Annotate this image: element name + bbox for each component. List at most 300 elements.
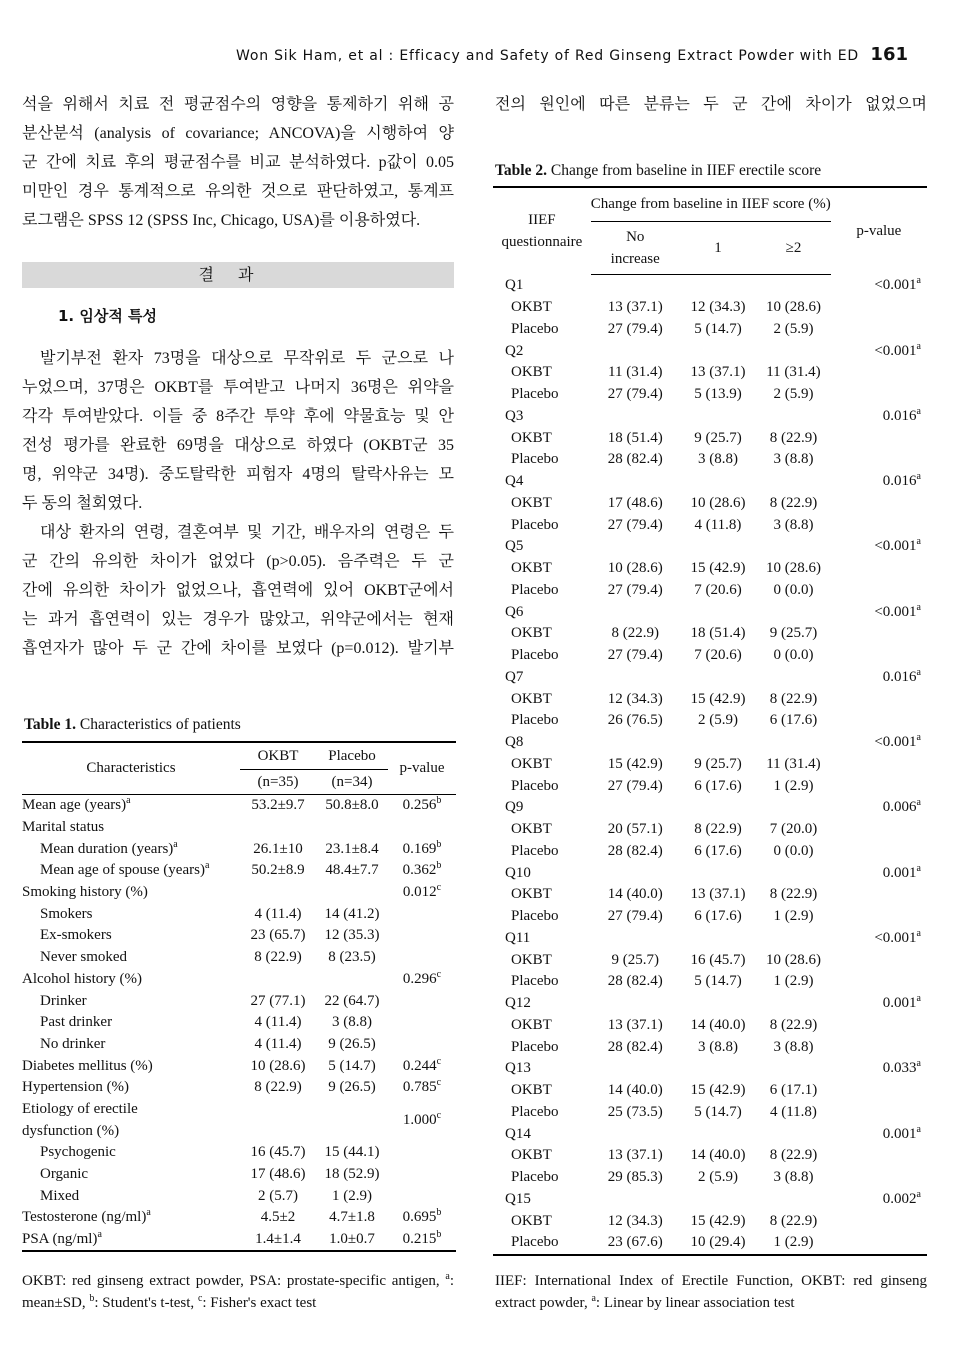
placebo-value: 9 (26.5) (328, 1035, 376, 1052)
cell-value: 13 (37.1) (690, 886, 746, 903)
text-line: 간에 유의한 차이가 없었으나, 흡연력에 있어 OKBT군에서 (22, 582, 454, 599)
table-row (22, 795, 456, 817)
p-value-sup: b (436, 1207, 442, 1219)
cell-value: 12 (34.3) (607, 690, 663, 707)
p-value (388, 817, 456, 839)
okbt-value: 4.5±2 (260, 1209, 296, 1226)
empty-cell (831, 623, 927, 645)
row-label-text: Mean age of spouse (years) (40, 862, 205, 879)
text-line: 명, 위약군 34명). 중도탈락한 피험자 4명의 탈락사유는 모 (22, 466, 454, 483)
p-value (831, 601, 927, 623)
empty-cell (831, 710, 927, 732)
p-value-text: 0.016 (882, 668, 917, 685)
text-line: 전성 평가를 완료한 69명을 대상으로 하였다 (OKBT군 35 (22, 437, 454, 454)
group-label: Placebo (511, 908, 559, 925)
cell-value: 1 (2.9) (756, 1232, 830, 1255)
group-label: Placebo (511, 777, 559, 794)
question-row (493, 862, 927, 884)
question-row (493, 797, 927, 819)
question-label: Q7 (505, 668, 524, 685)
cell-value: 27 (79.4) (607, 516, 663, 533)
cell-value: 10 (28.6) (690, 494, 746, 511)
table1-caption-text: Characteristics of patients (79, 716, 241, 733)
group-label: Placebo (511, 451, 559, 468)
group-label: OKBT (511, 1082, 552, 1099)
cell-value: 27 (79.4) (607, 647, 663, 664)
table-row (22, 838, 456, 860)
table1-body (22, 795, 456, 1252)
cell-value: 27 (79.4) (607, 908, 663, 925)
placebo-value (316, 817, 388, 839)
cell-value: 12 (34.3) (690, 299, 746, 316)
cell-value: 27 (79.4) (607, 777, 663, 794)
p-value (831, 862, 927, 884)
cell-value: 10 (28.6) (607, 560, 663, 577)
okbt-value: 2 (5.7) (258, 1187, 298, 1204)
cell-value: 2 (5.9) (697, 1169, 738, 1186)
cell-value: 28 (82.4) (607, 973, 663, 990)
okbt-value (240, 1120, 316, 1142)
p-value-text: 0.296 (402, 970, 437, 987)
col-header-pvalue: p-value (388, 742, 456, 795)
p-value-text: <0.001 (874, 929, 917, 946)
cell-value: 6 (17.6) (694, 908, 742, 925)
p-value (831, 471, 927, 493)
p-value (388, 925, 456, 947)
table-row (22, 969, 456, 991)
row-label-text: Mean duration (years) (40, 840, 174, 857)
row-label (22, 1099, 240, 1121)
row-label (22, 947, 240, 969)
cell-value: 10 (28.6) (765, 951, 821, 968)
p-value (388, 882, 456, 904)
question-row (493, 993, 927, 1015)
cell-value: 11 (31.4) (608, 364, 663, 381)
group-label: OKBT (511, 886, 552, 903)
group-label: OKBT (511, 429, 552, 446)
p-value (831, 667, 927, 689)
table-row (22, 1055, 456, 1077)
cell-value: 8 (22.9) (611, 625, 659, 642)
row-label-text: Diabetes mellitus (%) (22, 1057, 153, 1074)
clinical-characteristics-text (22, 344, 454, 663)
group-row-okbt (493, 493, 927, 515)
row-label-text: No drinker (40, 1035, 106, 1052)
table-row (22, 882, 456, 904)
question-label: Q2 (505, 342, 524, 359)
row-label (22, 838, 240, 860)
question-row (493, 536, 927, 558)
cell-value: 11 (31.4) (766, 755, 821, 772)
p-value-sup: a (916, 1188, 921, 1200)
row-label-text: Testosterone (ng/ml) (22, 1209, 147, 1226)
footnote-text: : Fisher's exact test (202, 1295, 317, 1311)
group-label: Placebo (511, 1169, 559, 1186)
table-row (22, 1207, 456, 1229)
group-label: OKBT (511, 560, 552, 577)
p-value-text: 0.695 (402, 1209, 437, 1226)
p-value-text: 0.033 (882, 1060, 917, 1077)
row-label (22, 903, 240, 925)
group-label: Placebo (511, 320, 559, 337)
cell-value: 1 (2.9) (773, 973, 814, 990)
question-row (493, 1123, 927, 1145)
cell-value: 1 (2.9) (773, 908, 814, 925)
text-line: 발기부전 환자 73명을 대상으로 무작위로 두 군으로 나 (40, 350, 454, 367)
footnote-text: : Linear by linear association test (595, 1295, 795, 1311)
empty-cell (831, 971, 927, 993)
empty-cell (831, 645, 927, 667)
p-value (388, 1185, 456, 1207)
p-value-sup: c (436, 882, 442, 894)
p-value-text: 0.016 (882, 407, 917, 424)
question-label: Q10 (505, 864, 531, 881)
group-label: OKBT (511, 494, 552, 511)
table-row (22, 925, 456, 947)
text-line: 석을 위해서 치료 전 평균점수의 영향을 통제하기 위해 공 (22, 96, 454, 113)
empty-cell (831, 384, 927, 406)
table-row (22, 1012, 456, 1034)
p-value-text: 1.000 (402, 1111, 437, 1128)
table-row (22, 1099, 456, 1121)
group-row-okbt (493, 558, 927, 580)
p-value-text: 0.362 (402, 862, 437, 879)
group-row-placebo (493, 841, 927, 863)
row-label-sup: a (97, 1229, 102, 1241)
row-label-text: Never smoked (40, 949, 128, 966)
cell-value: 0 (0.0) (773, 581, 814, 598)
cell-value: 28 (82.4) (607, 1038, 663, 1055)
okbt-value: 26.1±10 (253, 840, 303, 857)
question-row (493, 340, 927, 362)
row-label (22, 817, 240, 839)
cell-value: 6 (17.1) (769, 1082, 818, 1099)
p-value (831, 1058, 927, 1080)
row-label-text: Hypertension (%) (22, 1079, 130, 1096)
table-row (22, 1164, 456, 1186)
cell-value: 5 (14.7) (694, 973, 742, 990)
cell-value: 4 (11.8) (694, 516, 742, 533)
row-label (22, 1185, 240, 1207)
table-row (22, 860, 456, 882)
p-value (831, 797, 927, 819)
cell-value: 6 (17.6) (694, 842, 742, 859)
cell-value: 18 (51.4) (690, 625, 746, 642)
table2 (493, 186, 927, 1256)
cell-value: 6 (17.6) (694, 777, 742, 794)
text-line: 흡연자가 많아 두 군 간에 차이를 보였다 (p=0.012). 발기부 (22, 640, 454, 657)
group-row-placebo (493, 775, 927, 797)
cell-value: 2 (5.9) (773, 386, 814, 403)
col-header-okbt-n: (n=35) (240, 770, 316, 795)
group-row-placebo (493, 710, 927, 732)
okbt-value (240, 817, 316, 839)
placebo-value: 4.7±1.8 (329, 1209, 375, 1226)
cell-value: 3 (8.8) (697, 451, 738, 468)
group-label: Placebo (511, 386, 559, 403)
group-row-placebo (493, 906, 927, 928)
cell-value: 13 (37.1) (607, 1016, 663, 1033)
p-value-sup: c (436, 1055, 442, 1067)
empty-cell (831, 1036, 927, 1058)
p-value-sup: b (436, 838, 442, 850)
okbt-value: 4 (11.4) (254, 1014, 302, 1031)
page-number: 161 (870, 44, 908, 65)
p-value (388, 1077, 456, 1099)
row-label-sup: a (146, 1207, 151, 1219)
placebo-value: 23.1±8.4 (325, 840, 379, 857)
cell-value: 14 (40.0) (607, 1082, 663, 1099)
p-value-sup: b (436, 795, 442, 807)
p-value (388, 1099, 456, 1142)
cell-value: 5 (14.7) (694, 320, 742, 337)
group-row-okbt (493, 1080, 927, 1102)
cell-value: 8 (22.9) (769, 429, 818, 446)
cell-value: 28 (82.4) (607, 842, 663, 859)
row-label-text: Smokers (40, 905, 93, 922)
group-label: Placebo (511, 973, 559, 990)
cell-value: 13 (37.1) (607, 299, 663, 316)
question-row (493, 406, 927, 428)
question-row (493, 1058, 927, 1080)
row-label-text: Ex-smokers (40, 927, 112, 944)
text-line: 두 동의 철회였다. (22, 495, 143, 512)
p-value-text: <0.001 (874, 603, 917, 620)
p-value (831, 993, 927, 1015)
table-row (22, 1185, 456, 1207)
table2-caption-text: Change from baseline in IIEF erectile score (550, 162, 822, 179)
placebo-value: 15 (44.1) (324, 1144, 380, 1161)
okbt-value: 53.2±9.7 (251, 797, 305, 814)
p-value (831, 732, 927, 754)
cell-value: 9 (25.7) (694, 755, 742, 772)
cell-value: 2 (5.9) (697, 712, 738, 729)
cell-value: 3 (8.8) (773, 1169, 814, 1186)
empty-cell (831, 362, 927, 384)
text-line: 대상 환자의 연령, 결혼여부 및 기간, 배우자의 연령은 두 (40, 524, 454, 541)
group-row-okbt (493, 688, 927, 710)
row-label-text: Psychogenic (40, 1144, 116, 1161)
p-value (831, 340, 927, 362)
empty-cell (831, 1167, 927, 1189)
table1 (22, 741, 456, 1252)
table-row (22, 817, 456, 839)
empty-cell (831, 1145, 927, 1167)
cell-value: 15 (42.9) (690, 1212, 746, 1229)
question-row (493, 928, 927, 950)
okbt-value (240, 969, 316, 991)
cell-value: 8 (22.9) (769, 690, 818, 707)
p-value-text: 0.169 (402, 840, 437, 857)
p-value (831, 406, 927, 428)
placebo-value: 18 (52.9) (324, 1166, 380, 1183)
cell-value: 17 (48.6) (607, 494, 663, 511)
question-row (493, 1189, 927, 1211)
cell-value: 10 (29.4) (680, 1232, 757, 1255)
table-row (22, 1142, 456, 1164)
p-value-sup: a (916, 797, 921, 809)
row-label-continuation: dysfunction (%) (22, 1122, 120, 1139)
question-label: Q5 (505, 538, 524, 555)
cell-value: 13 (37.1) (690, 364, 746, 381)
okbt-value: 17 (48.6) (250, 1166, 306, 1183)
p-value-text: 0.001 (882, 1125, 917, 1142)
running-title: Won Sik Ham, et al : Efficacy and Safety of Red Ginseng Extract Powder with ED (236, 48, 860, 64)
placebo-value: 50.8±8.0 (325, 797, 379, 814)
group-label: Placebo (511, 581, 559, 598)
table-row (22, 990, 456, 1012)
text-line: 군 간에 치료 후의 평균점수를 비교 분석하였다. p값이 0.05 (22, 154, 454, 171)
cell-value: 13 (37.1) (607, 1147, 663, 1164)
group-row-placebo (493, 514, 927, 536)
cell-value: 7 (20.0) (769, 821, 818, 838)
cell-value: 3 (8.8) (773, 516, 814, 533)
okbt-value: 8 (22.9) (254, 949, 302, 966)
placebo-value: 1.0±0.7 (316, 1229, 388, 1252)
p-value-text: 0.001 (882, 864, 917, 881)
p-value (831, 1123, 927, 1145)
empty-cell (831, 580, 927, 602)
row-label (22, 1142, 240, 1164)
cell-value: 3 (8.8) (773, 451, 814, 468)
group-row-okbt (493, 623, 927, 645)
row-label-text: Drinker (40, 992, 87, 1009)
group-row-placebo (493, 1036, 927, 1058)
cell-value: 14 (40.0) (690, 1147, 746, 1164)
group-row-okbt (493, 362, 927, 384)
cell-value: 25 (73.5) (607, 1103, 663, 1120)
row-label (22, 990, 240, 1012)
col-header-increase: increase (610, 251, 660, 267)
okbt-value (240, 882, 316, 904)
table2-label: Table 2. (495, 162, 547, 179)
row-label (22, 882, 240, 904)
cell-value: 15 (42.9) (690, 690, 746, 707)
col-header-two-plus: ≥2 (756, 222, 830, 275)
empty-cell (831, 449, 927, 471)
okbt-value: 1.4±1.4 (240, 1229, 316, 1252)
empty-cell (831, 1015, 927, 1037)
group-label: OKBT (511, 821, 552, 838)
okbt-value: 27 (77.1) (250, 992, 306, 1009)
placebo-value (316, 882, 388, 904)
cell-value: 28 (82.4) (607, 451, 663, 468)
placebo-value: 22 (64.7) (324, 992, 380, 1009)
cell-value: 2 (5.9) (773, 320, 814, 337)
footnote-sup: c (197, 1293, 203, 1304)
col-header-pvalue: p-value (831, 187, 927, 275)
cell-value: 0 (0.0) (773, 647, 814, 664)
empty-cell (831, 884, 927, 906)
col-header-no-increase (591, 222, 680, 275)
text-line: 로그램은 SPSS 12 (SPSS Inc, Chicago, USA)를 이용하였다. (22, 212, 421, 229)
cell-value: 8 (22.9) (769, 494, 818, 511)
cell-value: 7 (20.6) (694, 581, 742, 598)
p-value (388, 1012, 456, 1034)
cell-value: 7 (20.6) (694, 647, 742, 664)
p-value (388, 860, 456, 882)
p-value (388, 1164, 456, 1186)
row-label (22, 1229, 240, 1252)
group-row-okbt (493, 884, 927, 906)
text-line: 분산분석 (analysis of covariance; ANCOVA)을 시행하여 양 (22, 125, 454, 142)
group-row-placebo (493, 384, 927, 406)
okbt-value: 10 (28.6) (250, 1057, 306, 1074)
row-label-text: Mixed (40, 1187, 80, 1204)
table2-body (493, 275, 927, 1255)
p-value (831, 1189, 927, 1211)
placebo-value: 14 (41.2) (324, 905, 380, 922)
okbt-value: 4 (11.4) (254, 905, 302, 922)
table-row (22, 1229, 456, 1252)
col-header-no: No (626, 229, 645, 245)
group-label: Placebo (511, 516, 559, 533)
col-header-okbt: OKBT (240, 742, 316, 770)
question-label: Q6 (505, 603, 524, 620)
group-row-okbt (493, 949, 927, 971)
cell-value: 8 (22.9) (769, 1212, 818, 1229)
placebo-value: 48.4±7.7 (325, 862, 379, 879)
p-value-sup: a (916, 862, 921, 874)
group-label: Placebo (511, 1103, 559, 1120)
cell-value: 8 (22.9) (769, 1147, 818, 1164)
p-value (388, 990, 456, 1012)
row-label (22, 1077, 240, 1099)
row-label-text: Alcohol history (%) (22, 970, 142, 987)
question-label: Q12 (505, 995, 531, 1012)
cell-value: 15 (42.9) (690, 560, 746, 577)
row-label-text: Organic (40, 1166, 89, 1183)
question-row (493, 601, 927, 623)
empty-cell (831, 775, 927, 797)
p-value-sup: a (916, 927, 921, 939)
cell-value: 14 (40.0) (607, 886, 663, 903)
question-row (493, 732, 927, 754)
row-label (22, 925, 240, 947)
placebo-value: 8 (23.5) (328, 949, 376, 966)
empty-cell (831, 558, 927, 580)
table-row (22, 1077, 456, 1099)
cell-value: 10 (28.6) (765, 299, 821, 316)
running-header (236, 44, 908, 70)
row-label-text: Mean age (years) (22, 797, 127, 814)
cell-value: 20 (57.1) (607, 821, 663, 838)
p-value (388, 1142, 456, 1164)
placebo-value (316, 969, 388, 991)
placebo-value: 5 (14.7) (328, 1057, 376, 1074)
p-value-text: <0.001 (874, 342, 917, 359)
cell-value: 5 (14.7) (694, 1103, 742, 1120)
group-label: OKBT (511, 1016, 552, 1033)
cell-value: 27 (79.4) (607, 581, 663, 598)
cell-value: 8 (22.9) (769, 886, 818, 903)
p-value (388, 947, 456, 969)
text-line: 각각 투여받았다. 이들 중 8주간 투약 후에 약물효능 및 안 (22, 408, 454, 425)
empty-cell (831, 319, 927, 341)
col-header-placebo: Placebo (316, 742, 388, 770)
okbt-value: 23 (65.7) (250, 927, 306, 944)
footnote-sup: b (89, 1293, 95, 1304)
empty-cell (831, 688, 927, 710)
p-value-sup: a (916, 601, 921, 613)
row-label-text: Marital status (22, 819, 105, 836)
text-line: 미만인 경우 통계적으로 유의한 것으로 판단하였고, 통계프 (22, 183, 454, 200)
row-label (22, 1012, 240, 1034)
p-value-sup: b (436, 860, 442, 872)
empty-cell (831, 841, 927, 863)
empty-cell (831, 949, 927, 971)
row-label (22, 1034, 240, 1056)
